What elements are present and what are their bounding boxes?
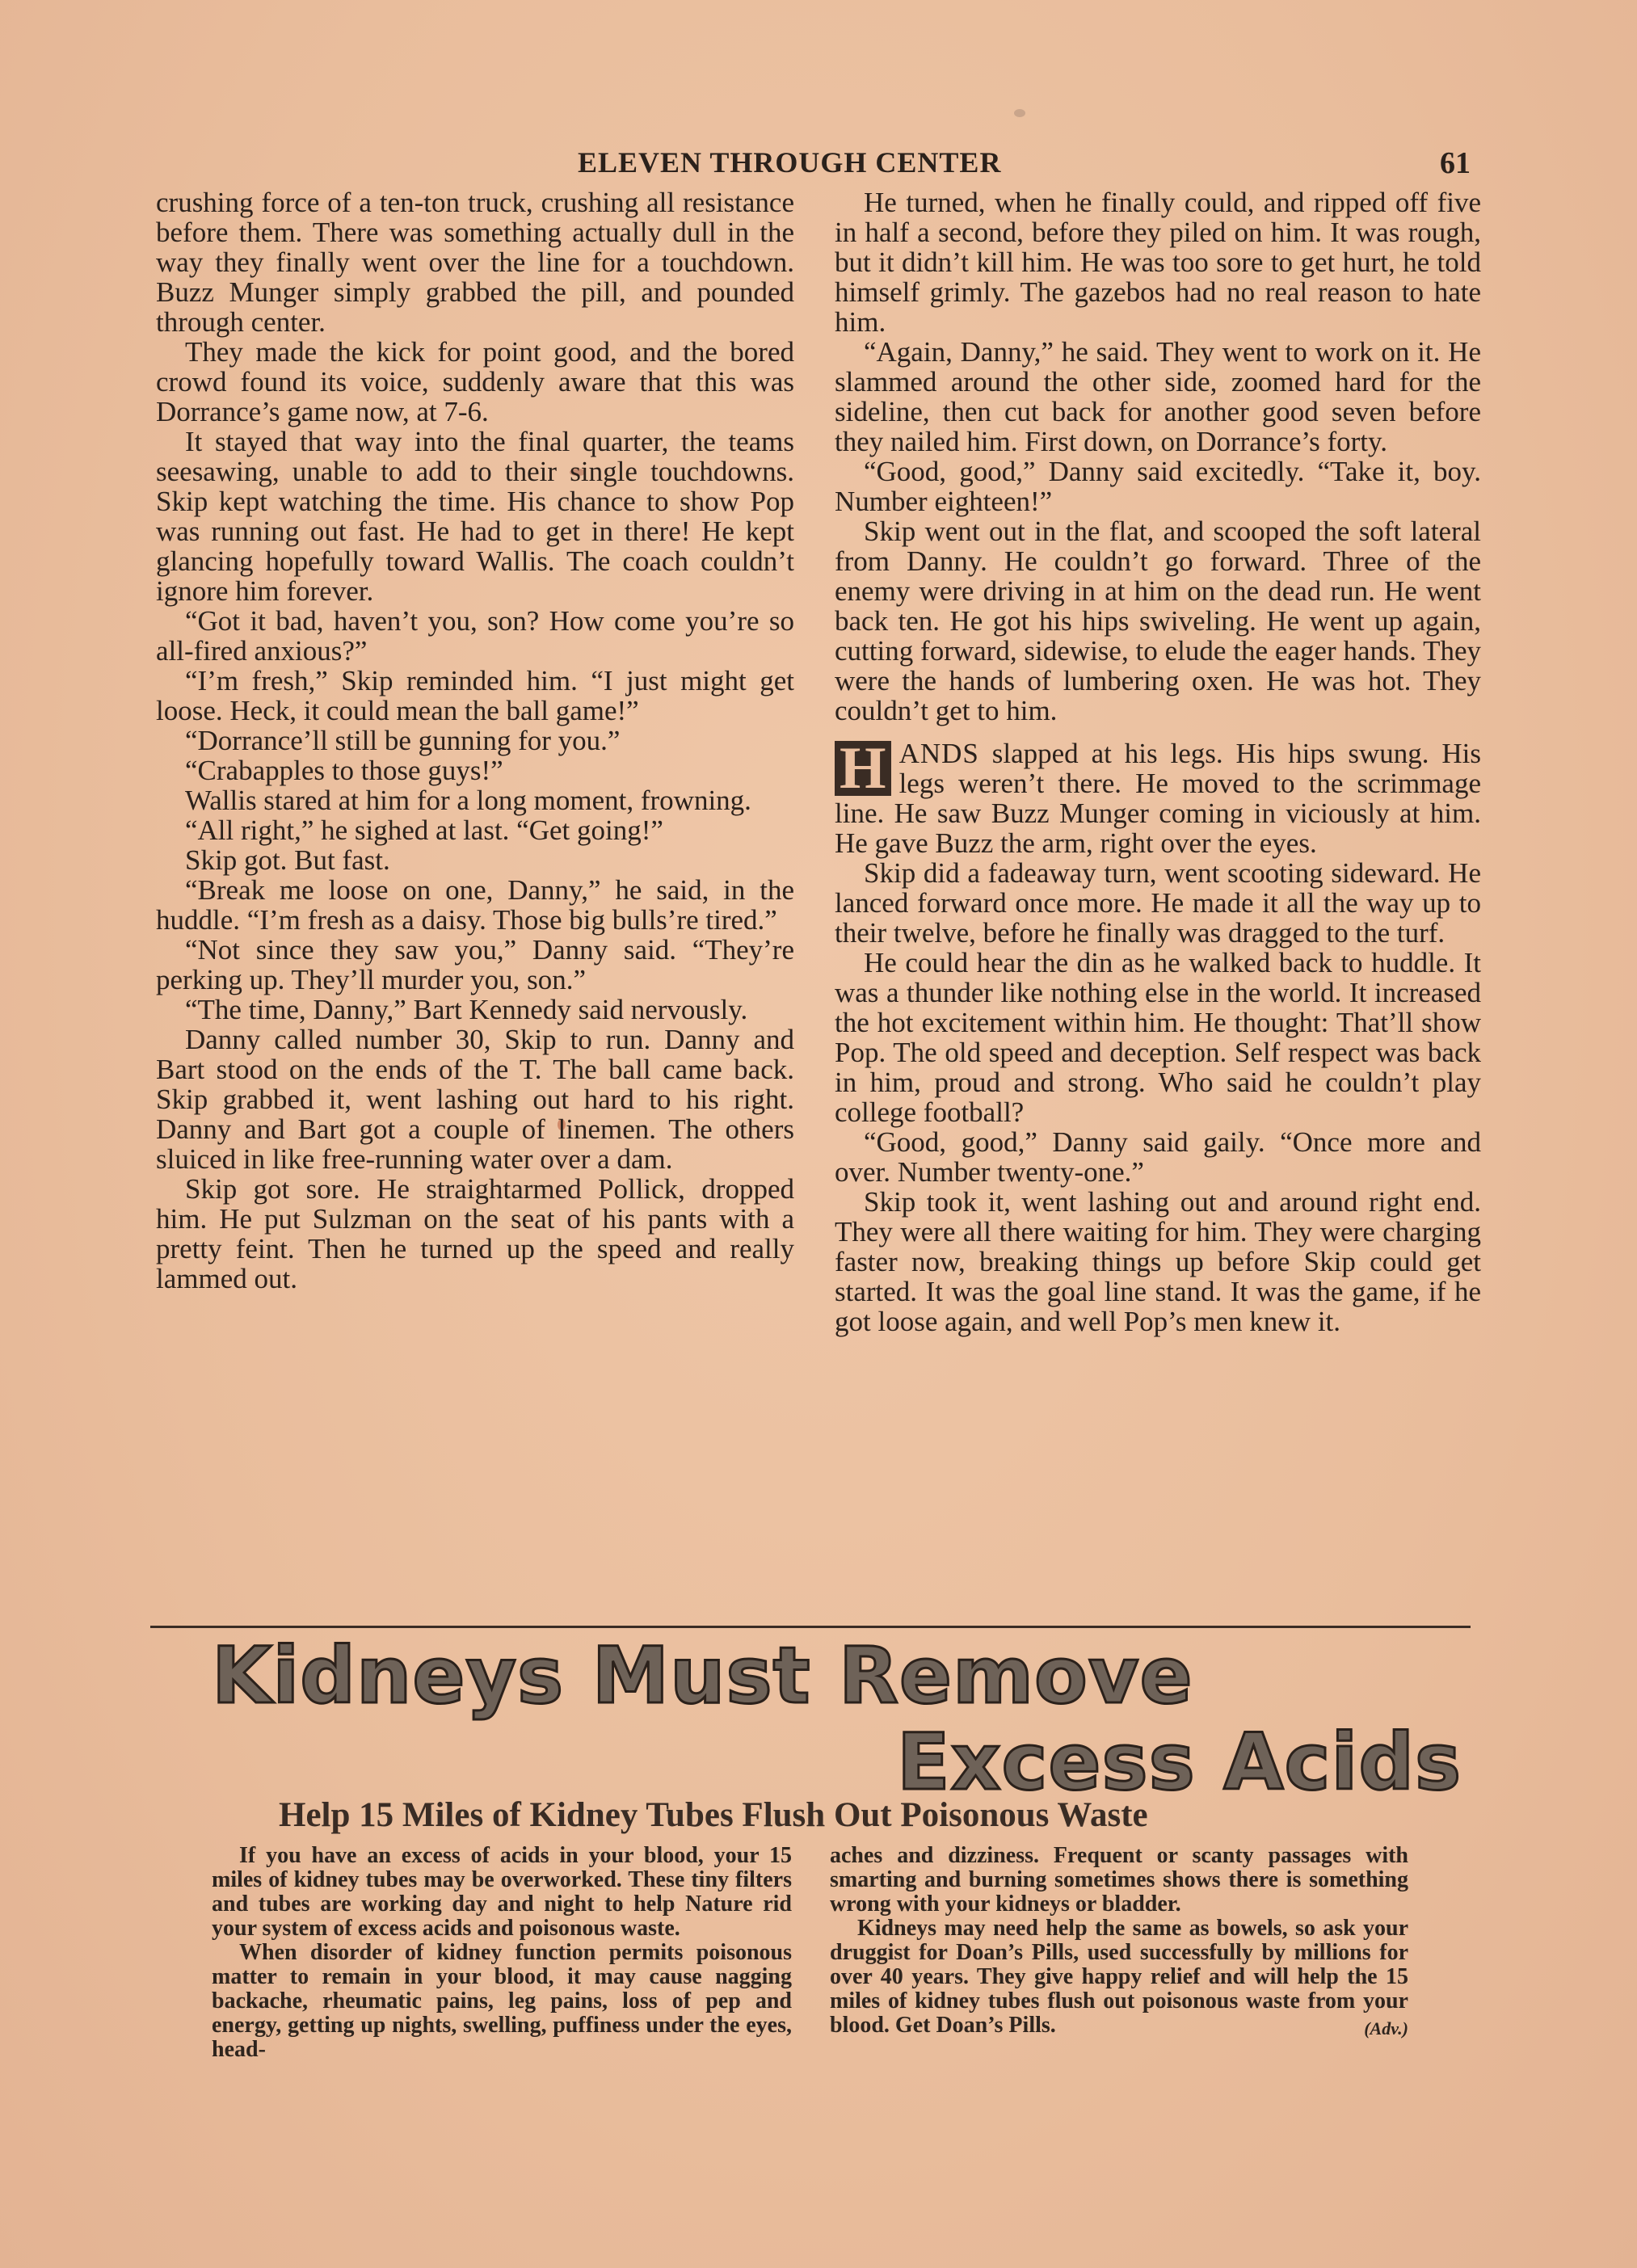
ad-subheadline: Help 15 Miles of Kidney Tubes Flush Out Poisonous Waste [279, 1796, 1148, 1834]
ad-column-left [212, 1844, 792, 2062]
story-paragraph: crushing force of a ten-ton truck, crushing all resistance before them. There was something actually dull in the way they finally went over the line for a touchdown. Buzz Munger simply grabbed the pill, and pounded through center. [156, 187, 794, 338]
story-paragraph: Skip got sore. He straightarmed Pollick, dropped him. He put Sulzman on the seat of his pants with a pretty feint. Then he turned up the speed and really lammed out. [156, 1173, 794, 1294]
story-column-left [156, 187, 794, 1294]
story-paragraph: “Good, good,” Danny said excitedly. “Take it, boy. Number eighteen!” [835, 456, 1481, 517]
story-paragraph: He turned, when he finally could, and ripped off five in half a second, before they piled on him. It was rough, but it didn’t kill him. He was too sore to get hurt, he told himself grimly. The gazebos had no real reason to hate him. [835, 187, 1481, 338]
story-paragraph: They made the kick for point good, and the bored crowd found its voice, suddenly aware that this was Dorrance’s game now, at 7-6. [156, 336, 794, 427]
drop-cap: H [835, 741, 891, 796]
advertisement-mark: (Adv.) [1364, 2018, 1408, 2039]
story-paragraph: He could hear the din as he walked back to huddle. It was a thunder like nothing else in the world. It increased the hot excitement within him. He thought: That’ll show Pop. The old speed and deception. Self respect was back in him, proud and strong. Who said he couldn’t play college football? [835, 947, 1481, 1128]
story-paragraph: “Good, good,” Danny said gaily. “Once more and over. Number twenty-one.” [835, 1126, 1481, 1188]
story-paragraph: “Crabapples to those guys!” [185, 755, 503, 786]
lead-in-caps: ANDS [898, 738, 979, 769]
ad-headline-line2: Excess Acids [897, 1717, 1462, 1807]
story-paragraph: Skip went out in the flat, and scooped the soft lateral from Danny. He couldn’t go forward. Three of the enemy were driving in at him on the dead run. He went back ten. He got his hips swiveling. He went up again, cutting forward, sidewise, to elude the eager hands. They were the hands of lumbering oxen. He was hot. They couldn’t get to him. [835, 515, 1481, 726]
story-paragraph: “Got it bad, haven’t you, son? How come you’re so all-fired anxious?” [156, 605, 794, 667]
story-paragraph: “I’m fresh,” Skip reminded him. “I just might get loose. Heck, it could mean the ball game!” [156, 665, 794, 726]
page-number: 61 [1440, 146, 1471, 180]
paper-stain [1014, 109, 1025, 117]
story-paragraph: Skip took it, went lashing out and around right end. They were all there waiting for him. They were charging faster now, breaking things up before Skip could get started. It was the goal line stand. It was the game, if he got loose again, and well Pop’s men knew it. [835, 1186, 1481, 1337]
story-paragraph: “Dorrance’ll still be gunning for you.” [185, 725, 621, 756]
story-paragraph: Wallis stared at him for a long moment, frowning. [185, 785, 751, 816]
story-paragraph: “Break me loose on one, Danny,” he said, in the huddle. “I’m fresh as a daisy. Those big bulls’re tired.” [156, 874, 794, 936]
story-paragraph: “All right,” he sighed at last. “Get going!” [185, 814, 663, 846]
ad-paragraph [830, 1917, 1408, 2038]
story-paragraph: Skip did a fadeaway turn, went scooting sideward. He lanced forward once more. He made it all the way up to their twelve, before he finally was dragged to the turf. [835, 857, 1481, 949]
ad-paragraph: When disorder of kidney function permits poisonous matter to remain in your blood, it may cause nagging backache, rheumatic pains, leg pains, loss of pep and energy, getting up nights, swelling, puffiness under the eyes, head- [212, 1940, 792, 2062]
ad-paragraph: If you have an excess of acids in your blood, your 15 miles of kidney tubes may be overworked. These tiny filters and tubes are working day and night to help Nature rid your system of excess acids and poisonous waste. [212, 1843, 792, 1941]
story-paragraph: Skip got. But fast. [185, 844, 390, 876]
section-divider [150, 1626, 1471, 1628]
section-break-paragraph [835, 735, 1481, 859]
story-column-right [835, 187, 1481, 1336]
ad-paragraph-text: Kidneys may need help the same as bowels, so ask your druggist for Doan’s Pills, used successfully by millions for over 40 years. They give happy relief and will help the 15 miles of kidney tubes flush out poisonous waste from your blood. Get Doan’s Pills. [830, 1916, 1408, 2038]
running-title: ELEVEN THROUGH CENTER [578, 146, 1002, 179]
story-paragraph: Danny called number 30, Skip to run. Danny and Bart stood on the ends of the T. The ball came back. Skip grabbed it, went lashing out hard to his right. Danny and Bart got a couple of linemen. The others sluiced in like free-running water over a dam. [156, 1024, 794, 1175]
ad-headline-line1: Kidneys Must Remove [212, 1631, 1193, 1721]
story-paragraph: “Again, Danny,” he said. They went to work on it. He slammed around the other side, zoomed hard for the sideline, then cut back for another good seven before they nailed him. First down, on Dorrance’s forty. [835, 336, 1481, 457]
ad-column-right [830, 1844, 1408, 2041]
dropcap-paragraph-text: slapped at his legs. His hips swung. His legs weren’t there. He moved to the scrimmage line. He saw Buzz Munger coming in viciously at him. He gave Buzz the arm, right over the eyes. [835, 738, 1481, 859]
running-header [0, 145, 1637, 186]
story-paragraph: “The time, Danny,” Bart Kennedy said nervously. [185, 994, 748, 1025]
story-paragraph: “Not since they saw you,” Danny said. “They’re perking up. They’ll murder you, son.” [156, 934, 794, 995]
story-paragraph: It stayed that way into the final quarter, the teams seesawing, unable to add to their single touchdowns. Skip kept watching the time. His chance to show Pop was running out fast. He had to get in there! He kept glancing hopefully toward Wallis. The coach couldn’t ignore him forever. [156, 426, 794, 607]
ad-paragraph: aches and dizziness. Frequent or scanty passages with smarting and burning sometimes shows there is something wrong with your kidneys or bladder. [830, 1843, 1408, 1917]
